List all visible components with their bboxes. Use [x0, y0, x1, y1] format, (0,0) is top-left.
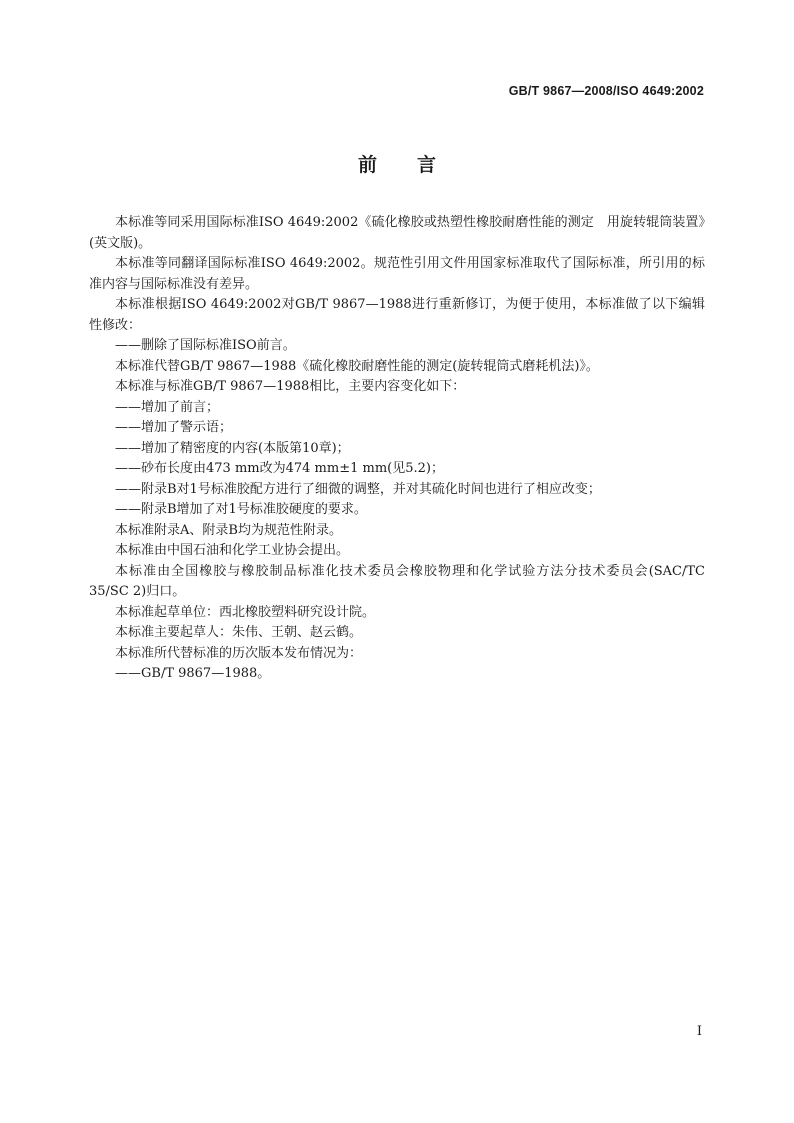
- document-code-header: GB/T 9867—2008/ISO 4649:2002: [508, 84, 704, 98]
- paragraph-revision: 本标准根据ISO 4649:2002对GB/T 9867—1988进行重新修订，为便于使用，本标准做了以下编辑性修改：: [89, 297, 705, 333]
- list-item: ——附录B对1号标准胶配方进行了细微的调整，并对其硫化时间也进行了相应改变；: [115, 481, 601, 497]
- page-title: 前言: [357, 154, 476, 176]
- paragraph-proposer: 本标准由中国石油和化学工业协会提出。: [115, 543, 350, 558]
- list-item: ——GB/T 9867—1988。: [115, 666, 271, 681]
- list-item: ——增加了精密度的内容(本版第10章)；: [115, 440, 350, 456]
- list-item: ——增加了警示语；: [115, 420, 233, 435]
- paragraph-annexes: 本标准附录A、附录B均为规范性附录。: [115, 522, 342, 538]
- list-item: ——附录B增加了对1号标准胶硬度的要求。: [115, 502, 367, 517]
- page-number: I: [696, 1024, 702, 1039]
- paragraph-adoption: 本标准等同采用国际标准ISO 4649:2002《硫化橡胶或热塑性橡胶耐磨性能的测定 用旋转辊筒装置》(英文版)。: [89, 215, 705, 251]
- list-item: ——删除了国际标准ISO前言。: [115, 338, 296, 353]
- paragraph-history: 本标准所代替标准的历次版本发布情况为：: [115, 645, 363, 661]
- paragraph-translation: 本标准等同翻译国际标准ISO 4649:2002。规范性引用文件用国家标准取代了国际标准，所引用的标准内容与国际标准没有差异。: [89, 256, 705, 292]
- list-item: ——增加了前言；: [115, 399, 220, 415]
- paragraph-drafting-unit: 本标准起草单位：西北橡胶塑料研究设计院。: [115, 604, 376, 620]
- foreword-body: [89, 213, 705, 685]
- paragraph-drafters: 本标准主要起草人：朱伟、王朝、赵云鹤。: [115, 625, 363, 640]
- list-item: ——砂布长度由473 mm改为474 mm±1 mm(见5.2)；: [115, 461, 444, 476]
- paragraph-replaces: 本标准代替GB/T 9867—1988《硫化橡胶耐磨性能的测定(旋转辊筒式磨耗机法)》。: [115, 358, 599, 374]
- paragraph-changes: 本标准与标准GB/T 9867—1988相比，主要内容变化如下：: [115, 379, 466, 394]
- paragraph-committee: 本标准由全国橡胶与橡胶制品标准化技术委员会橡胶物理和化学试验方法分技术委员会(SAC/TC 35/SC 2)归口。: [89, 563, 705, 599]
